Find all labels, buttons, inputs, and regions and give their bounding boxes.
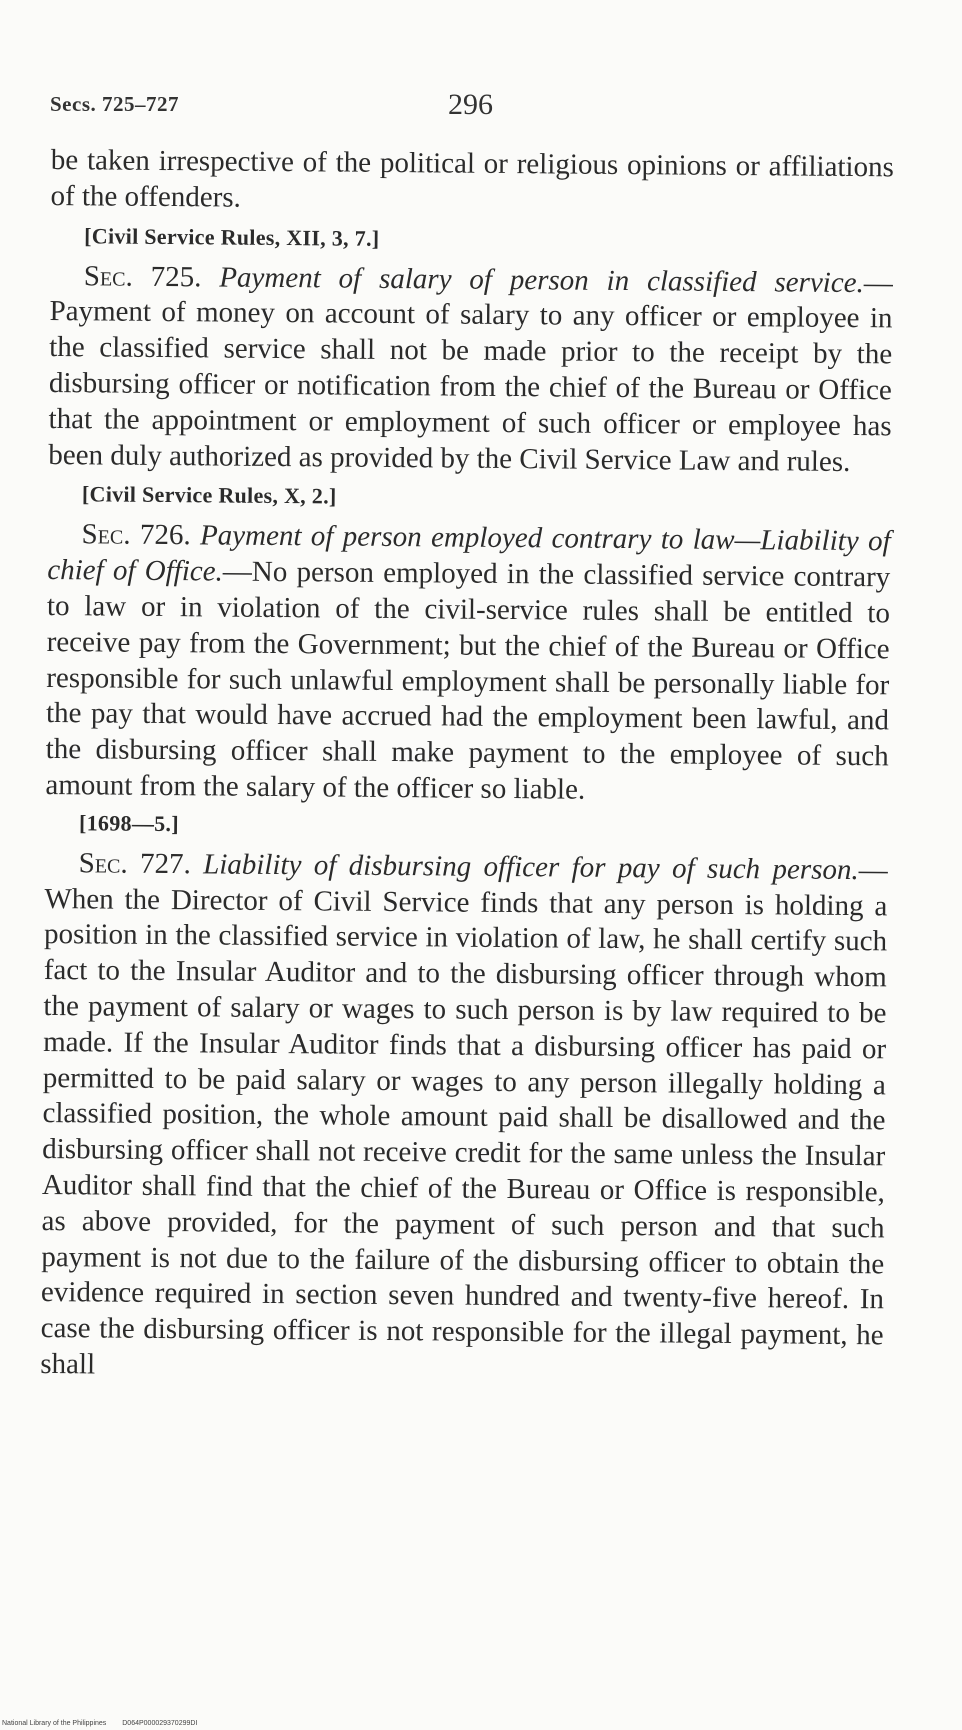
section-caption: Payment of salary of person in classified service.	[219, 261, 864, 299]
section-label: Sec.	[81, 518, 131, 552]
citation-civil-service-rules-xii: [Civil Service Rules, XII, 3, 7.]	[84, 222, 380, 251]
section-725	[48, 259, 893, 481]
citation-civil-service-rules-x: [Civil Service Rules, X, 2.]	[81, 481, 337, 509]
scan-footer	[2, 1720, 211, 1727]
section-text: —When the Director of Civil Service finds that any person is holding a position in the classified service in violation of law, he shall certify such fact to the Insular Auditor and to the disbursing officer through whom the payment of salary or wages to such person is by law required to be made. If the Insular Auditor finds that a disbursing officer has paid or permitted to be paid salary or wages to any person illegally holding a classified position, the whole amount paid shall be disallowed and the disbursing officer shall not receive credit for the same unless the Insular Auditor shall find that the chief of the Bureau or Office is responsible, as above provided, for the payment of such person and that such payment is not due to the failure of the disbursing officer to obtain the evidence required in section seven hundred and twenty-five hereof. In case the disbursing officer is not responsible for the illegal payment, he shall	[40, 853, 888, 1381]
section-number: 725.	[150, 260, 202, 293]
page-number: 296	[448, 88, 493, 121]
section-726	[45, 517, 890, 811]
section-727	[40, 846, 888, 1390]
continuation-paragraph: be taken irrespective of the political or religious opinions or affiliations of the offenders.	[50, 143, 894, 214]
library-credit: National Library of the Philippines	[2, 1720, 107, 1727]
body-text	[40, 143, 894, 1390]
section-number: 726.	[139, 519, 191, 552]
running-header-sections: Secs. 725–727	[50, 92, 179, 116]
section-text: —Payment of money on account of salary to any officer or employee in the classified service shall not be made prior to the receipt by the disbursing officer or notification from the chief of the Bureau or Office that the appointment or employment of such officer or employee has been duly authorized as provided by the Civil Service Law and rules.	[48, 266, 893, 478]
scan-identifier: D064P000029370299DI	[122, 1720, 198, 1727]
section-label: Sec.	[78, 847, 128, 880]
section-text: —No person employed in the classified service contrary to law or in violation of the civil-service rules shall be entitled to receive pay from the Government; but the chief of the Bureau or Office responsible for such unlawful employment shall be personally liable for the pay that would have accrued had the employment been lawful, and the disbursing officer shall make payment to the employee of such amount from the salary of the officer so liable.	[45, 555, 891, 806]
section-caption: Payment of person employed contrary to law—Liability of chief of Office.	[47, 519, 891, 588]
section-number: 727.	[139, 847, 191, 880]
section-label: Sec.	[83, 259, 133, 293]
citation-act-1698: [1698—5.]	[78, 810, 180, 836]
section-caption: Liability of disbursing officer for pay of such person.	[203, 848, 859, 886]
